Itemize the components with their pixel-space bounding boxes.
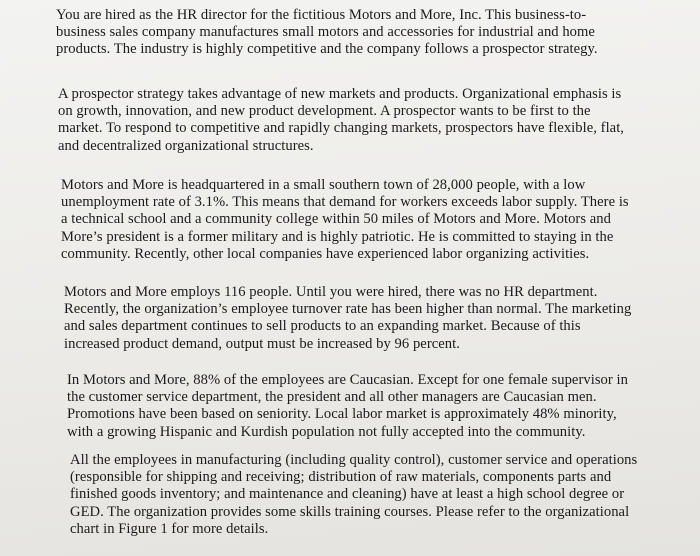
paragraph-education-training	[70, 452, 637, 538]
paragraph-line: a technical school and a community college within 50 miles of Motors and More. Motors and	[61, 211, 611, 228]
paragraph-headquarters	[61, 177, 629, 263]
paragraph-line: products. The industry is highly competitive and the company follows a prospector strategy.	[56, 41, 598, 58]
paragraph-line: the customer service department, the president and all other managers are Caucasian men.	[67, 389, 597, 406]
paragraph-line: finished goods inventory; and maintenance and cleaning) have at least a high school degree or	[70, 486, 625, 503]
paragraph-line: All the employees in manufacturing (including quality control), customer service and operations	[70, 452, 638, 468]
paragraph-intro	[56, 7, 598, 59]
paragraph-line: GED. The organization provides some skills training courses. Please refer to the organizational	[70, 503, 630, 520]
paragraph-line: business sales company manufactures small motors and accessories for industrial and home	[56, 24, 595, 41]
paragraph-line: chart in Figure 1 for more details.	[70, 520, 269, 537]
paragraph-line: Recently, the organization’s employee turnover rate has been higher than normal. The marketing	[64, 301, 632, 318]
paragraph-line: (responsible for shipping and receiving; distribution of raw materials, components parts and	[70, 469, 612, 486]
paragraph-line: More’s president is a former military and is highly patriotic. He is committed to staying in the	[61, 228, 614, 245]
paragraph-line: In Motors and More, 88% of the employees are Caucasian. Except for one female supervisor in	[67, 372, 628, 388]
paragraph-line: community. Recently, other local companies have experienced labor organizing activities.	[61, 245, 590, 262]
paragraph-line: You are hired as the HR director for the fictitious Motors and More, Inc. This business-to-	[56, 7, 587, 23]
paragraph-line: and sales department continues to sell products to an expanding market. Because of this	[64, 318, 581, 335]
paragraph-line: increased product demand, output must be increased by 96 percent.	[64, 335, 460, 352]
paragraph-line: Motors and More employs 116 people. Until you were hired, there was no HR department.	[64, 284, 598, 300]
paragraph-line: and decentralized organizational structures.	[58, 137, 314, 154]
paragraph-line: Promotions have been based on seniority. Local labor market is approximately 48% minority,	[67, 406, 617, 423]
paragraph-line: market. To respond to competitive and rapidly changing markets, prospectors have flexible, flat,	[58, 120, 625, 137]
paragraph-line: A prospector strategy takes advantage of new markets and products. Organizational emphasis is	[58, 86, 622, 102]
paragraph-line: with a growing Hispanic and Kurdish population not fully accepted into the community.	[67, 423, 586, 440]
paragraph-prospector-strategy	[58, 86, 624, 155]
paragraph-demographics	[67, 372, 628, 441]
paragraph-line: unemployment rate of 3.1%. This means that demand for workers exceeds labor supply. There is	[61, 194, 629, 211]
paragraph-line: Motors and More is headquartered in a small southern town of 28,000 people, with a low	[61, 177, 586, 193]
paragraph-line: on growth, innovation, and new product development. A prospector wants to be first to the	[58, 103, 591, 120]
paragraph-employees	[64, 284, 631, 353]
